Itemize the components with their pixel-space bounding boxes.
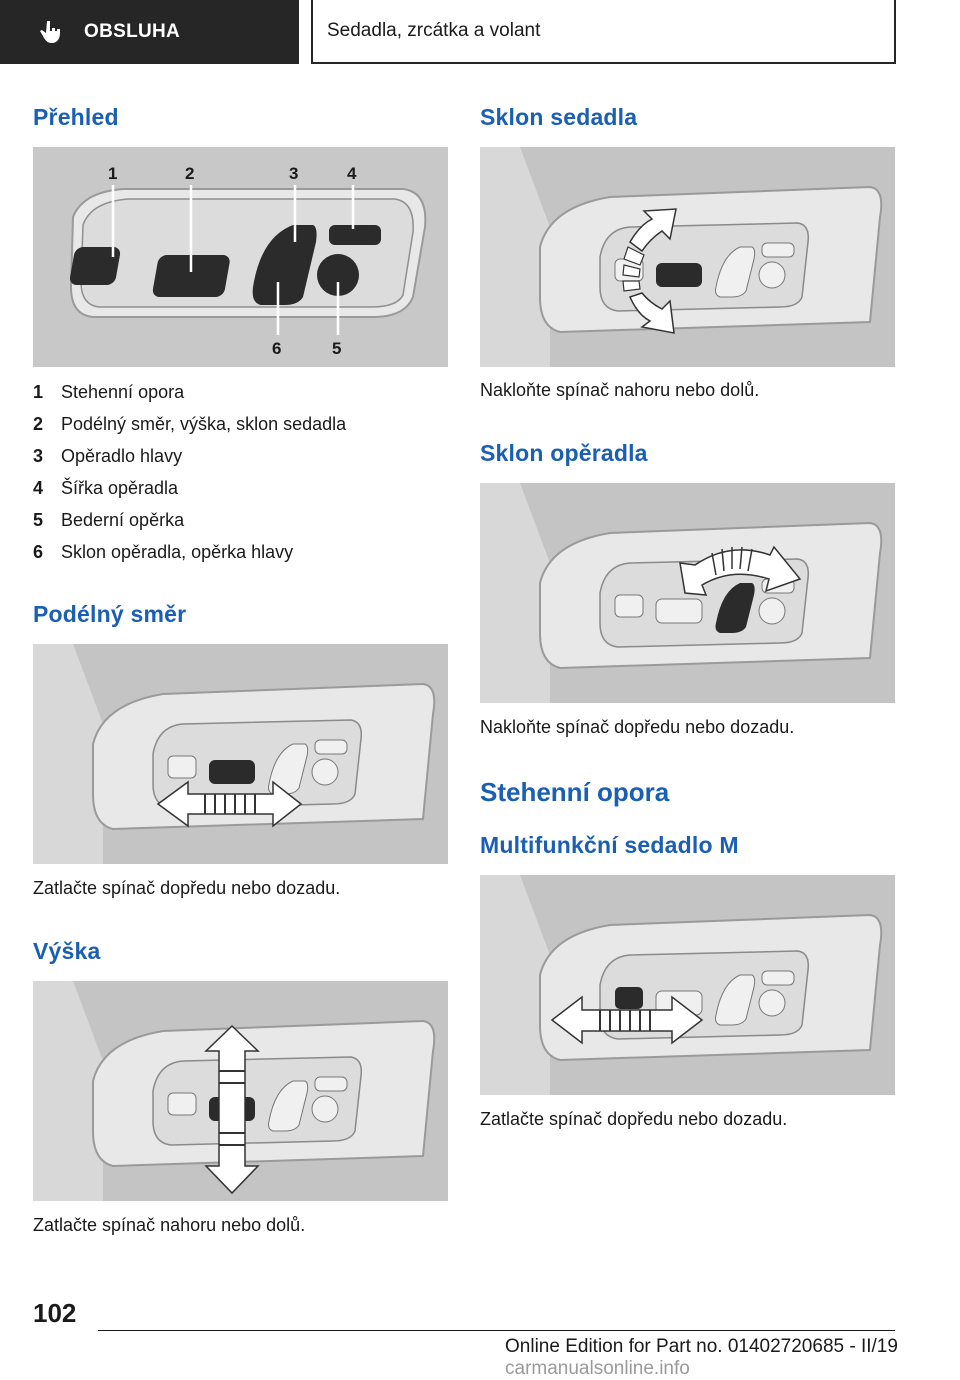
backrest-heading: Sklon opěradla (480, 440, 648, 466)
seat-tilt-text: Nakloňte spínač nahoru nebo dolů. (480, 380, 760, 400)
legend-number: 6 (33, 541, 44, 562)
legend-text: Šířka opěradla (61, 477, 179, 498)
hand-pointer-icon (38, 18, 66, 46)
overview-heading: Přehled (33, 104, 119, 130)
longitudinal-illustration (33, 644, 448, 864)
callout-label: 4 (347, 164, 357, 183)
legend-item (33, 440, 346, 472)
edition-text: Online Edition for Part no. 01402720685 - II/19 (505, 1336, 898, 1357)
legend-text: Bederní opěrka (61, 509, 185, 530)
legend-number: 1 (33, 381, 44, 402)
longitudinal-text: Zatlačte spínač dopředu nebo dozadu. (33, 878, 341, 898)
legend-number: 3 (33, 445, 44, 466)
seat-tilt-illustration (480, 147, 895, 367)
overview-illustration (33, 147, 448, 367)
longitudinal-heading: Podélný směr (33, 601, 187, 627)
callout-label: 6 (272, 339, 282, 358)
legend-item (33, 504, 346, 536)
section-title: OBSLUHA (84, 21, 181, 42)
multifunction-seat-heading: Multifunkční sedadlo M (480, 832, 739, 858)
legend-text: Stehenní opora (61, 381, 185, 402)
callout-label: 2 (185, 164, 195, 183)
callout-label: 3 (289, 164, 299, 183)
callout-label: 1 (108, 164, 118, 183)
legend-item (33, 408, 346, 440)
legend-number: 4 (33, 477, 44, 498)
height-illustration (33, 981, 448, 1201)
page-number: 102 (33, 1298, 77, 1328)
header-section-tab (0, 0, 299, 64)
chapter-title: Sedadla, zrcátka a volant (327, 20, 541, 41)
thigh-support-heading: Stehenní opora (480, 777, 670, 807)
backrest-illustration (480, 483, 895, 703)
thigh-support-illustration (480, 875, 895, 1095)
watermark-text: carmanualsonline.info (505, 1358, 690, 1379)
legend-text: Sklon opěradla, opěrka hlavy (61, 541, 294, 562)
seat-tilt-heading: Sklon sedadla (480, 104, 638, 130)
legend-text: Podélný směr, výška, sklon sedadla (61, 413, 347, 434)
legend-item (33, 376, 346, 408)
header-chapter-box (311, 0, 896, 64)
footer-divider (98, 1330, 895, 1331)
height-heading: Výška (33, 938, 101, 964)
thigh-support-text: Zatlačte spínač dopředu nebo dozadu. (480, 1109, 788, 1129)
callout-label: 5 (332, 339, 342, 358)
footer-edition (505, 1336, 960, 1380)
legend-item (33, 536, 346, 568)
legend-text: Opěradlo hlavy (61, 445, 183, 466)
legend-number: 2 (33, 413, 44, 434)
backrest-text: Nakloňte spínač dopředu nebo dozadu. (480, 717, 795, 737)
legend-number: 5 (33, 509, 44, 530)
legend-item (33, 472, 346, 504)
overview-legend (33, 376, 346, 568)
height-text: Zatlačte spínač nahoru nebo dolů. (33, 1215, 306, 1235)
